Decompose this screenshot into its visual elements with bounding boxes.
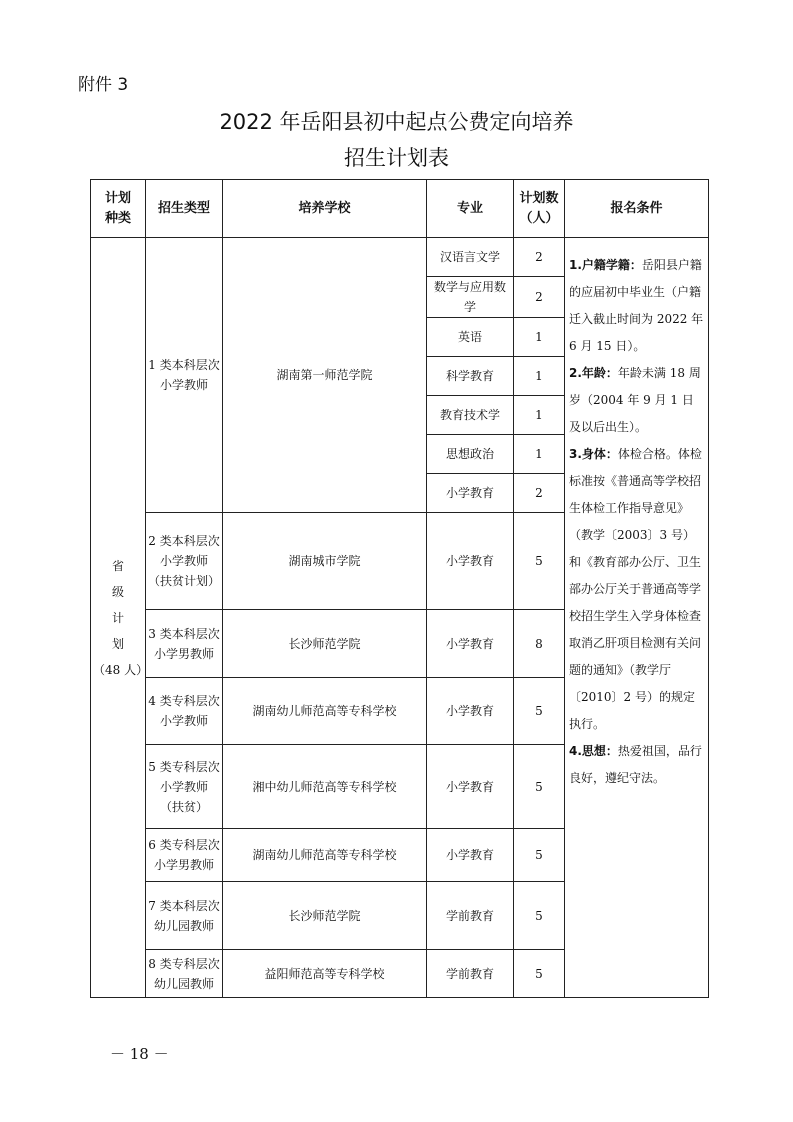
count-cell: 1 — [514, 435, 565, 474]
header-major: 专业 — [427, 180, 514, 238]
header-conditions: 报名条件 — [565, 180, 709, 238]
major-cell: 小学教育 — [427, 474, 514, 513]
page-subtitle: 招生计划表 — [344, 146, 449, 170]
major-cell: 学前教育 — [427, 950, 514, 998]
school-cell: 湖南第一师范学院 — [223, 238, 427, 513]
count-cell: 5 — [514, 513, 565, 610]
condition-item: 2.年龄：年龄未满 18 周岁（2004 年 9 月 1 日及以后出生）。 — [569, 366, 701, 434]
enrollment-plan-table — [90, 179, 709, 998]
school-cell: 湖南城市学院 — [223, 513, 427, 610]
count-cell: 1 — [514, 318, 565, 357]
header-enroll-type: 招生类型 — [146, 180, 223, 238]
school-cell: 长沙师范学院 — [223, 882, 427, 950]
major-cell: 小学教育 — [427, 610, 514, 678]
major-cell: 小学教育 — [427, 513, 514, 610]
enroll-type-cell: 4 类专科层次 小学教师 — [146, 678, 223, 745]
table-header-row — [91, 180, 709, 238]
school-cell: 湖南幼儿师范高等专科学校 — [223, 829, 427, 882]
school-cell: 益阳师范高等专科学校 — [223, 950, 427, 998]
major-cell: 思想政治 — [427, 435, 514, 474]
page-number: － 18 － — [110, 1045, 169, 1063]
header-plan-type: 计划 种类 — [91, 180, 146, 238]
count-cell: 1 — [514, 396, 565, 435]
major-cell: 小学教育 — [427, 678, 514, 745]
table-row — [91, 238, 709, 277]
major-cell: 学前教育 — [427, 882, 514, 950]
count-cell: 5 — [514, 950, 565, 998]
major-cell: 小学教育 — [427, 829, 514, 882]
count-cell: 8 — [514, 610, 565, 678]
attachment-label: 附件 3 — [78, 75, 129, 95]
page-title: 2022 年岳阳县初中起点公费定向培养 — [219, 110, 574, 134]
enroll-type-cell: 1 类本科层次 小学教师 — [146, 238, 223, 513]
enroll-type-cell: 2 类本科层次 小学教师 （扶贫计划） — [146, 513, 223, 610]
header-school: 培养学校 — [223, 180, 427, 238]
conditions-cell — [565, 238, 709, 998]
school-cell: 湘中幼儿师范高等专科学校 — [223, 745, 427, 829]
major-cell: 教育技术学 — [427, 396, 514, 435]
enroll-type-cell: 8 类专科层次 幼儿园教师 — [146, 950, 223, 998]
major-cell: 汉语言文学 — [427, 238, 514, 277]
count-cell: 5 — [514, 882, 565, 950]
condition-item: 3.身体：体检合格。体检标准按《普通高等学校招生体检工作指导意见》（教学〔2003〕3 号）和《教育部办公厅、卫生部办公厅关于普通高等学校招生学生入学身体检查取消乙肝项目检测有关问题的通知》（教学厅〔2010〕2 号）的规定执行。 — [569, 447, 702, 731]
school-cell: 长沙师范学院 — [223, 610, 427, 678]
count-cell: 2 — [514, 277, 565, 318]
enroll-type-cell: 6 类专科层次 小学男教师 — [146, 829, 223, 882]
count-cell: 5 — [514, 829, 565, 882]
count-cell: 1 — [514, 357, 565, 396]
plan-type-cell: 省 级 计 划 （48 人） — [91, 238, 146, 998]
enroll-type-cell: 7 类本科层次 幼儿园教师 — [146, 882, 223, 950]
count-cell: 5 — [514, 678, 565, 745]
condition-item: 1.户籍学籍：岳阳县户籍的应届初中毕业生（户籍迁入截止时间为 2022 年 6 月 15 日）。 — [569, 258, 704, 353]
enroll-type-cell: 3 类本科层次 小学男教师 — [146, 610, 223, 678]
enroll-type-cell: 5 类专科层次 小学教师 （扶贫） — [146, 745, 223, 829]
school-cell: 湖南幼儿师范高等专科学校 — [223, 678, 427, 745]
count-cell: 5 — [514, 745, 565, 829]
major-cell: 科学教育 — [427, 357, 514, 396]
header-count: 计划数 （人） — [514, 180, 565, 238]
major-cell: 英语 — [427, 318, 514, 357]
major-cell: 数学与应用数学 — [427, 277, 514, 318]
condition-item: 4.思想：热爱祖国，品行良好，遵纪守法。 — [569, 744, 702, 785]
count-cell: 2 — [514, 238, 565, 277]
count-cell: 2 — [514, 474, 565, 513]
major-cell: 小学教育 — [427, 745, 514, 829]
